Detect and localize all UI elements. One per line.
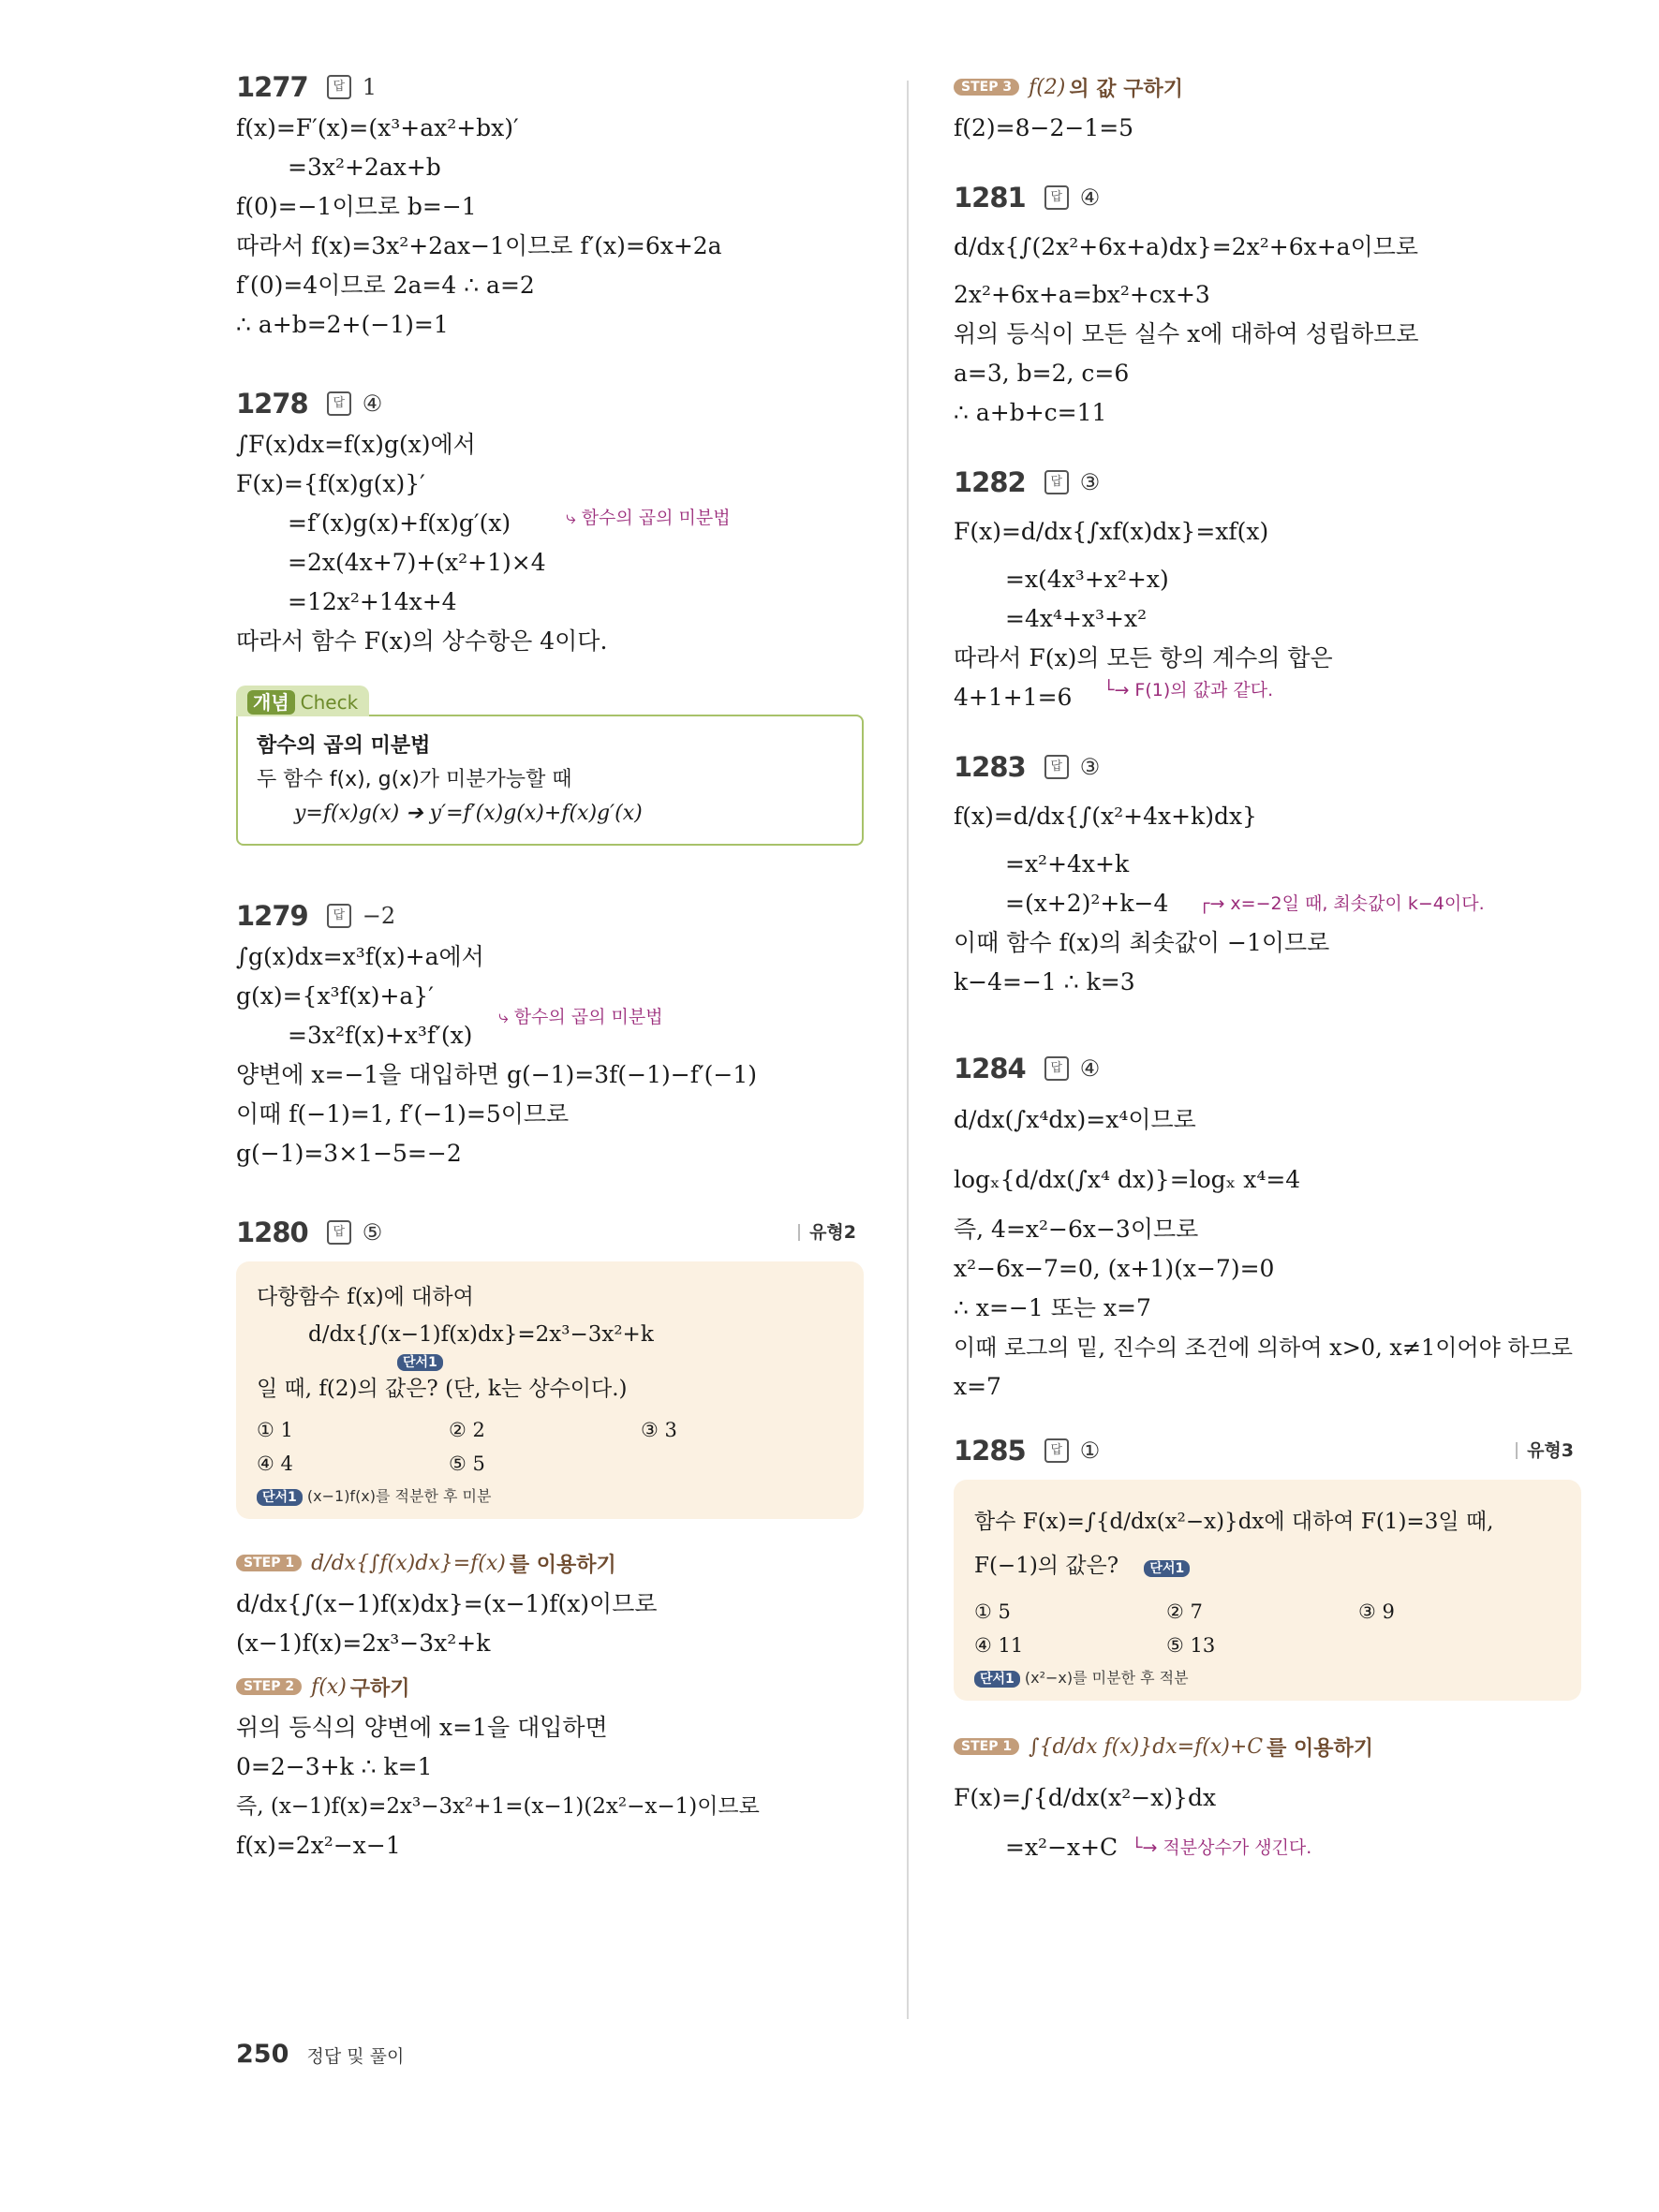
page-footer	[236, 2040, 404, 2069]
problem-header-1280	[236, 1211, 864, 1254]
problem-header-1282	[954, 461, 1581, 504]
concept-subtitle: 두 함수 f(x), g(x)가 미분가능할 때	[257, 768, 572, 791]
clue-hint: 단서1 (x²−x)를 미분한 후 적분	[974, 1666, 1561, 1688]
solution-line: logₓ{d/dx(∫x⁴ dx)}=logₓ x⁴=4	[954, 1166, 1301, 1193]
problem-header-1279	[236, 894, 864, 937]
annotation-note: └→ F(1)의 값과 같다.	[1104, 680, 1274, 700]
clue-badge: 단서1	[397, 1354, 443, 1371]
choice: ③ 9	[1358, 1600, 1395, 1623]
answer-icon: 답	[1044, 1056, 1069, 1081]
problem-header-1281	[954, 176, 1581, 219]
problem-box	[954, 1480, 1581, 1701]
problem-type-label: 유형2	[798, 1224, 856, 1241]
problem-text: d/dx{∫(x−1)f(x)dx}=2x³−3x²+k	[308, 1322, 654, 1347]
solution-line: ∴ a+b=2+(−1)=1	[236, 311, 449, 338]
solution-line: g(−1)=3×1−5=−2	[236, 1140, 462, 1167]
problem-text: 일 때, f(2)의 값은? (단, k는 상수이다.)	[257, 1377, 628, 1401]
solution-line: f(x)=d/dx{∫(x²+4x+k)dx}	[954, 803, 1257, 830]
answer-value: ③	[1079, 469, 1101, 495]
solution-line: 0=2−3+k ∴ k=1	[236, 1753, 433, 1780]
answer-value: ③	[1079, 754, 1101, 780]
concept-formula: y=f(x)g(x) ➔ y′=f′(x)g(x)+f(x)g′(x)	[294, 802, 643, 825]
page-section-title: 정답 및 풀이	[306, 2046, 405, 2067]
solution-line: f(x)=F′(x)=(x³+ax²+bx)′	[236, 114, 519, 141]
solution-line: F(x)=d/dx{∫xf(x)dx}=xf(x)	[954, 518, 1269, 545]
problem-type-label: 유형3	[1516, 1442, 1574, 1459]
solution-line: =(x+2)²+k−4 ┌→ x=−2일 때, 최솟값이 k−4이다.	[954, 884, 1581, 923]
solution-line: 즉, (x−1)f(x)=2x³−3x²+1=(x−1)(2x²−x−1)이므로	[236, 1794, 760, 1819]
choice: ① 1	[257, 1419, 293, 1441]
answer-value: −2	[362, 903, 396, 929]
choice: ⑤ 5	[449, 1453, 485, 1475]
answer-icon: 답	[1044, 755, 1069, 779]
annotation-note: ⤷ 함수의 곱의 미분법	[498, 1007, 663, 1027]
answer-value: ④	[1079, 184, 1101, 211]
answer-icon: 답	[327, 1220, 351, 1245]
solution-line: 따라서 함수 F(x)의 상수항은 4이다.	[236, 627, 608, 655]
solution-line: 이때 함수 f(x)의 최솟값이 −1이므로	[954, 929, 1330, 956]
problem-header-1277	[236, 66, 864, 109]
solution-line: 2x²+6x+a=bx²+cx+3	[954, 281, 1210, 308]
solution-line: =12x²+14x+4	[288, 588, 457, 615]
solution-line: =x²+4x+k	[1005, 850, 1130, 877]
problem-number: 1283	[954, 751, 1026, 783]
solution-line: 위의 등식의 양변에 x=1을 대입하면	[236, 1714, 608, 1741]
annotation-note: ⤷ 함수의 곱의 미분법	[566, 508, 731, 528]
choice: ⑤ 13	[1166, 1634, 1216, 1657]
solution-line: 이때 로그의 밑, 진수의 조건에 의하여 x>0, x≠1이어야 하므로	[954, 1335, 1573, 1361]
concept-content	[236, 715, 864, 846]
step-header: STEP 1 ∫{d/dx f(x)}dx=f(x)+C 를 이용하기	[954, 1725, 1581, 1768]
problem-header-1284	[954, 1047, 1581, 1090]
problem-header-1285	[954, 1429, 1581, 1472]
answer-choices	[257, 1413, 843, 1481]
solution-line: f(x)=2x²−x−1	[236, 1832, 401, 1859]
solution-line: 양변에 x=−1을 대입하면 g(−1)=3f(−1)−f′(−1)	[236, 1061, 758, 1088]
problem-header-1283	[954, 745, 1581, 789]
concept-tab: 개념 Check	[236, 686, 369, 716]
problem-header-1278	[236, 382, 864, 425]
solution-line: d/dx{∫(2x²+6x+a)dx}=2x²+6x+a이므로	[954, 233, 1419, 260]
solution-line: x²−6x−7=0, (x+1)(x−7)=0	[954, 1255, 1275, 1282]
solution-line: 4+1+1=6 └→ F(1)의 값과 같다.	[954, 678, 1581, 717]
step-header: STEP 2 f(x) 구하기	[236, 1665, 864, 1708]
problem-text: F(−1)의 값은? 단서1	[974, 1547, 1561, 1587]
answer-value: 1	[362, 74, 377, 100]
solution-line: x=7	[954, 1373, 1001, 1400]
solution-line: 즉, 4=x²−6x−3이므로	[954, 1216, 1199, 1243]
solution-line: =3x²f(x)+x³f′(x) ⤷ 함수의 곱의 미분법	[236, 1016, 864, 1055]
right-column	[954, 66, 1581, 1867]
annotation-note: └→ 적분상수가 생긴다.	[1132, 1837, 1312, 1858]
solution-line: 위의 등식이 모든 실수 x에 대하여 성립하므로	[954, 320, 1419, 347]
solution-line: (x−1)f(x)=2x³−3x²+k	[236, 1630, 491, 1657]
solution-line: d/dx{∫(x−1)f(x)dx}=(x−1)f(x)이므로	[236, 1590, 658, 1617]
answer-icon: 답	[327, 391, 351, 416]
solution-line: f(0)=−1이므로 b=−1	[236, 193, 477, 220]
step-header: STEP 3 f(2) 의 값 구하기	[954, 66, 1581, 109]
solution-line: g(x)={x³f(x)+a}′	[236, 982, 434, 1010]
problem-number: 1279	[236, 900, 308, 932]
problem-number: 1280	[236, 1217, 308, 1248]
solution-line: ∴ x=−1 또는 x=7	[954, 1294, 1151, 1321]
solution-line: ∴ a+b+c=11	[954, 399, 1107, 426]
solution-line: =x(4x³+x²+x)	[1005, 566, 1169, 593]
solution-line: ∫F(x)dx=f(x)g(x)에서	[236, 431, 476, 458]
clue-badge: 단서1	[1144, 1560, 1190, 1577]
answer-value: ④	[1079, 1055, 1101, 1082]
solution-line: 따라서 f(x)=3x²+2ax−1이므로 f′(x)=6x+2a	[236, 232, 722, 259]
problem-number: 1285	[954, 1435, 1026, 1467]
column-divider	[907, 81, 909, 2019]
solution-line: k−4=−1 ∴ k=3	[954, 968, 1135, 995]
solution-line: 이때 f(−1)=1, f′(−1)=5이므로	[236, 1100, 570, 1128]
answer-choices	[974, 1595, 1561, 1662]
solution-line: a=3, b=2, c=6	[954, 360, 1130, 387]
solution-line: f(2)=8−2−1=5	[954, 114, 1134, 141]
solution-line: 따라서 F(x)의 모든 항의 계수의 합은	[954, 644, 1333, 671]
solution-line: f′(0)=4이므로 2a=4 ∴ a=2	[236, 272, 535, 299]
concept-check-box	[236, 686, 864, 846]
choice: ② 7	[1166, 1600, 1203, 1623]
choice: ② 2	[449, 1419, 485, 1441]
solution-line: =4x⁴+x³+x²	[1005, 605, 1148, 632]
problem-number: 1278	[236, 388, 308, 420]
clue-hint: 단서1 (x−1)f(x)를 적분한 후 미분	[257, 1484, 843, 1506]
problem-text: 다항함수 f(x)에 대하여	[257, 1285, 474, 1309]
problem-number: 1282	[954, 466, 1026, 498]
problem-number: 1284	[954, 1053, 1026, 1084]
choice: ① 5	[974, 1600, 1011, 1623]
choice: ④ 11	[974, 1634, 1024, 1657]
step-header: STEP 1 d/dx{∫f(x)dx}=f(x) 를 이용하기	[236, 1541, 864, 1585]
answer-icon: 답	[1044, 1438, 1069, 1463]
solution-line: =x²−x+C └→ 적분상수가 생긴다.	[954, 1828, 1581, 1867]
answer-icon: 답	[1044, 470, 1069, 494]
problem-text: 함수 F(x)=∫{d/dx(x²−x)}dx에 대하여 F(1)=3일 때,	[974, 1510, 1494, 1534]
answer-icon: 답	[327, 75, 351, 99]
solution-line: ∫g(x)dx=x³f(x)+a에서	[236, 943, 484, 970]
solution-line: =f′(x)g(x)+f(x)g′(x) ⤷ 함수의 곱의 미분법	[236, 504, 864, 543]
left-column	[236, 66, 864, 1865]
annotation-note: ┌→ x=−2일 때, 최솟값이 k−4이다.	[1199, 893, 1485, 914]
answer-value: ⑤	[362, 1219, 383, 1246]
answer-value: ①	[1079, 1438, 1101, 1464]
problem-number: 1277	[236, 71, 308, 103]
choice: ③ 3	[641, 1419, 677, 1441]
answer-value: ④	[362, 391, 383, 417]
answer-icon: 답	[1044, 185, 1069, 210]
problem-number: 1281	[954, 182, 1026, 214]
concept-title: 함수의 곱의 미분법	[257, 734, 431, 758]
solution-line: F(x)={f(x)g(x)}′	[236, 470, 425, 497]
page-number: 250	[236, 2040, 289, 2069]
solution-line: d/dx(∫x⁴dx)=x⁴이므로	[954, 1106, 1196, 1133]
choice: ④ 4	[257, 1453, 293, 1475]
problem-box	[236, 1261, 864, 1519]
solution-line: =3x²+2ax+b	[288, 154, 441, 181]
answer-icon: 답	[327, 904, 351, 928]
solution-line: =2x(4x+7)+(x²+1)×4	[288, 549, 546, 576]
solution-line: F(x)=∫{d/dx(x²−x)}dx	[954, 1784, 1217, 1811]
